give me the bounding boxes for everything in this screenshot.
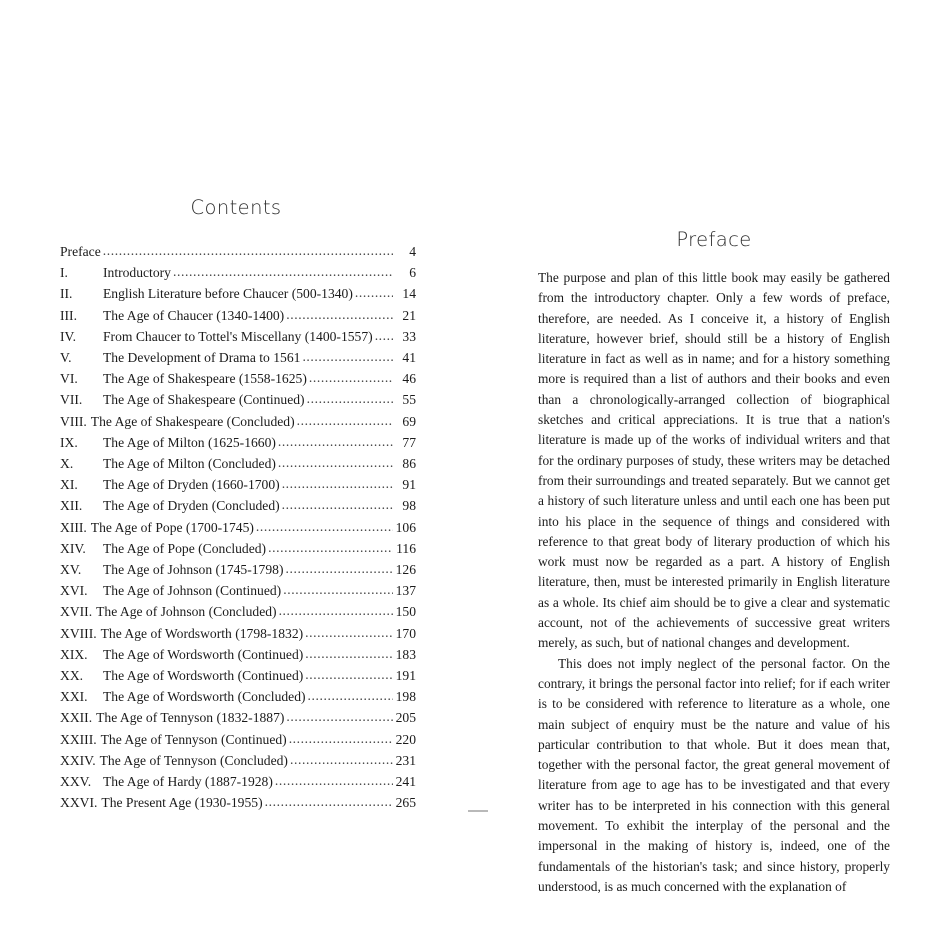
toc-entry-page-number: 33 — [402, 328, 416, 344]
table-of-contents — [60, 241, 416, 813]
toc-entry-numeral: X. — [60, 456, 74, 472]
toc-dot-leader — [103, 240, 393, 261]
toc-entry-title: The Age of Pope (1700-1745) — [90, 519, 254, 535]
toc-entry[interactable] — [60, 665, 416, 686]
toc-dot-leader — [305, 622, 393, 643]
toc-entry-numeral: VI. — [60, 371, 78, 387]
toc-entry-numeral: VII. — [60, 392, 83, 408]
toc-entry[interactable] — [60, 729, 416, 750]
toc-dot-leader — [286, 304, 393, 325]
toc-entry-numeral: XXV. — [60, 774, 92, 790]
toc-entry-numeral: VIII. — [60, 413, 87, 429]
toc-entry[interactable] — [60, 432, 416, 453]
toc-entry-title: The Age of Shakespeare (Concluded) — [90, 413, 295, 429]
toc-entry-title: The Present Age (1930-1955) — [101, 795, 263, 811]
page-preface — [470, 0, 940, 940]
toc-dot-leader — [290, 749, 393, 770]
toc-entry-numeral: XVIII. — [60, 625, 97, 641]
toc-entry-numeral: III. — [60, 307, 77, 323]
toc-entry-title: The Age of Johnson (Continued) — [103, 583, 282, 599]
toc-entry[interactable] — [60, 538, 416, 559]
toc-dot-leader — [355, 282, 393, 303]
toc-entry[interactable] — [60, 347, 416, 368]
toc-entry-page-number: 91 — [402, 477, 416, 493]
toc-entry-page-number: 77 — [402, 434, 416, 450]
toc-entry-title: Preface — [60, 244, 101, 259]
toc-entry-numeral: XXVI. — [60, 795, 98, 811]
toc-entry-page-number: 69 — [402, 413, 416, 429]
toc-entry-page-number: 205 — [395, 710, 416, 726]
toc-entry-numeral: IV. — [60, 328, 76, 344]
toc-entry[interactable] — [60, 623, 416, 644]
toc-entry[interactable] — [60, 389, 416, 410]
toc-entry-numeral: XVI. — [60, 583, 88, 599]
toc-entry-page-number: 198 — [395, 689, 416, 705]
toc-entry-numeral: XXIV. — [60, 752, 96, 768]
toc-entry[interactable] — [60, 474, 416, 495]
toc-dot-leader — [375, 325, 393, 346]
toc-entry-numeral: XVII. — [60, 604, 93, 620]
toc-entry-page-number: 14 — [402, 286, 416, 302]
toc-entry[interactable] — [60, 686, 416, 707]
toc-dot-leader — [309, 367, 393, 388]
toc-entry-page-number: 231 — [395, 752, 416, 768]
toc-entry[interactable] — [60, 644, 416, 665]
toc-entry-page-number: 265 — [395, 795, 416, 811]
toc-entry[interactable] — [60, 241, 416, 262]
toc-entry-title: The Age of Shakespeare (1558-1625) — [103, 371, 307, 387]
toc-entry-page-number: 137 — [395, 583, 416, 599]
toc-entry[interactable] — [60, 262, 416, 283]
preface-heading: Preface — [676, 228, 752, 251]
toc-entry-title: The Age of Pope (Concluded) — [103, 540, 267, 556]
toc-dot-leader — [308, 685, 393, 706]
toc-dot-leader — [278, 431, 393, 452]
footer-rule — [468, 810, 488, 812]
toc-entry-page-number: 106 — [395, 519, 416, 535]
toc-entry-page-number: 41 — [402, 350, 416, 366]
toc-entry-title: The Age of Milton (1625-1660) — [103, 434, 276, 450]
toc-entry-numeral: XXIII. — [60, 731, 97, 747]
toc-entry-numeral: XXI. — [60, 689, 88, 705]
toc-entry-title: The Age of Tennyson (Concluded) — [99, 752, 288, 768]
toc-entry[interactable] — [60, 368, 416, 389]
toc-dot-leader — [285, 558, 393, 579]
toc-entry[interactable] — [60, 305, 416, 326]
toc-dot-leader — [278, 452, 393, 473]
toc-entry-page-number: 150 — [395, 604, 416, 620]
toc-entry-page-number: 183 — [395, 646, 416, 662]
toc-entry-page-number: 191 — [395, 668, 416, 684]
toc-entry-numeral: XII. — [60, 498, 83, 514]
toc-entry[interactable] — [60, 580, 416, 601]
toc-entry[interactable] — [60, 707, 416, 728]
toc-entry-title: The Age of Tennyson (1832-1887) — [96, 710, 285, 726]
toc-entry-title: The Age of Wordsworth (Continued) — [103, 646, 304, 662]
toc-dot-leader — [268, 537, 393, 558]
toc-entry[interactable] — [60, 792, 416, 813]
toc-dot-leader — [297, 410, 393, 431]
toc-entry-numeral: XIII. — [60, 519, 87, 535]
toc-entry[interactable] — [60, 326, 416, 347]
toc-entry[interactable] — [60, 453, 416, 474]
toc-dot-leader — [305, 643, 393, 664]
toc-dot-leader — [173, 261, 393, 282]
toc-dot-leader — [265, 791, 393, 812]
toc-entry-page-number: 126 — [395, 562, 416, 578]
toc-entry-page-number: 98 — [402, 498, 416, 514]
toc-entry-numeral: IX. — [60, 434, 78, 450]
toc-entry[interactable] — [60, 601, 416, 622]
toc-dot-leader — [282, 494, 393, 515]
toc-entry[interactable] — [60, 771, 416, 792]
toc-entry-title: The Age of Shakespeare (Continued) — [103, 392, 305, 408]
toc-entry[interactable] — [60, 411, 416, 432]
toc-entry-title: The Age of Chaucer (1340-1400) — [103, 307, 285, 323]
preface-body — [538, 268, 890, 897]
toc-entry-page-number: 220 — [395, 731, 416, 747]
toc-entry-title: The Age of Dryden (1660-1700) — [103, 477, 280, 493]
toc-entry-numeral: II. — [60, 286, 73, 302]
toc-dot-leader — [279, 600, 393, 621]
toc-entry-numeral: XX. — [60, 668, 84, 684]
toc-entry-numeral: XV. — [60, 562, 82, 578]
toc-entry-title: The Age of Wordsworth (Concluded) — [103, 689, 306, 705]
toc-entry[interactable] — [60, 750, 416, 771]
toc-entry[interactable] — [60, 495, 416, 516]
toc-entry-title: The Development of Drama to 1561 — [103, 350, 301, 366]
toc-dot-leader — [283, 579, 393, 600]
toc-entry-numeral: I. — [60, 265, 68, 281]
toc-dot-leader — [286, 706, 393, 727]
toc-dot-leader — [307, 388, 393, 409]
toc-entry-page-number: 55 — [402, 392, 416, 408]
toc-entry-page-number: 170 — [395, 625, 416, 641]
preface-paragraph: The purpose and plan of this little book may easily be gathered from the introductory chapter. Only a few words of preface, therefore, are needed. As I conceive it, a history of English literature, however brief, should still be a history of English literature in fact as well as in name; and for a history something more is required than a list of authors and their books and even than a chronologically-arranged collection of biographical sketches and critical appreciations. It is true that a nation's literature is made up of the works of individual writers and that for the ordinary purposes of study, these writers may be detached from their surroundings and treated separately. But we cannot get a history of such literature unless and until each one has been put into his place in the sequence of things and considered with reference to that great body of literary production of which his work must now be regarded as a part. A history of English literature, then, must be interested primarily in English literature as a whole. Its chief aim should be to give a clear and systematic account, not of the achievements of successive great writers merely, as such, but of national changes and development. — [538, 270, 890, 651]
toc-entry-title: The Age of Johnson (Concluded) — [96, 604, 277, 620]
toc-entry[interactable] — [60, 517, 416, 538]
toc-dot-leader — [305, 664, 393, 685]
toc-entry[interactable] — [60, 559, 416, 580]
toc-entry-title: The Age of Wordsworth (1798-1832) — [100, 625, 304, 641]
toc-entry-page-number: 21 — [402, 307, 416, 323]
toc-entry-title: The Age of Dryden (Concluded) — [103, 498, 280, 514]
toc-dot-leader — [302, 346, 393, 367]
toc-entry-title: From Chaucer to Tottel's Miscellany (1400-1557) — [103, 328, 373, 344]
toc-entry-title: The Age of Tennyson (Continued) — [100, 731, 287, 747]
preface-paragraph: This does not imply neglect of the personal factor. On the contrary, it brings the personal factor into relief; for if each writer is to be considered with reference to literature as a whole, one main subject of enquiry must be the nature and value of his particular contribution to that whole. But it does mean that, together with the personal factor, the great general movement of literature from age to age has to be investigated and that every writer has to be interpreted in his connection with this general movement. To exhibit the interplay of the personal and the impersonal in the making of history is, indeed, one of the fundamentals of the historian's task; and since history, properly understood, is as much concerned with the explanation of — [538, 655, 890, 894]
toc-entry-page-number: 6 — [409, 265, 416, 281]
toc-dot-leader — [275, 770, 393, 791]
toc-dot-leader — [256, 516, 393, 537]
toc-entry-page-number: 116 — [396, 540, 416, 556]
toc-entry-title: The Age of Wordsworth (Continued) — [103, 668, 304, 684]
toc-dot-leader — [289, 728, 393, 749]
toc-entry-numeral: XXII. — [60, 710, 93, 726]
toc-entry-numeral: XIV. — [60, 540, 86, 556]
toc-entry-page-number: 4 — [409, 244, 416, 259]
toc-entry-numeral: XIX. — [60, 646, 88, 662]
toc-dot-leader — [282, 473, 393, 494]
toc-entry-page-number: 241 — [395, 774, 416, 790]
toc-entry-title: The Age of Hardy (1887-1928) — [103, 774, 273, 790]
toc-entry-numeral: XI. — [60, 477, 78, 493]
toc-entry-title: The Age of Milton (Concluded) — [103, 456, 276, 472]
toc-entry-page-number: 86 — [402, 456, 416, 472]
toc-entry-title: English Literature before Chaucer (500-1340) — [103, 286, 353, 302]
contents-heading: Contents — [190, 196, 282, 219]
toc-entry-title: Introductory — [103, 265, 171, 281]
toc-entry-title: The Age of Johnson (1745-1798) — [103, 562, 284, 578]
toc-entry-page-number: 46 — [402, 371, 416, 387]
toc-entry-numeral: V. — [60, 350, 72, 366]
toc-entry[interactable] — [60, 283, 416, 304]
